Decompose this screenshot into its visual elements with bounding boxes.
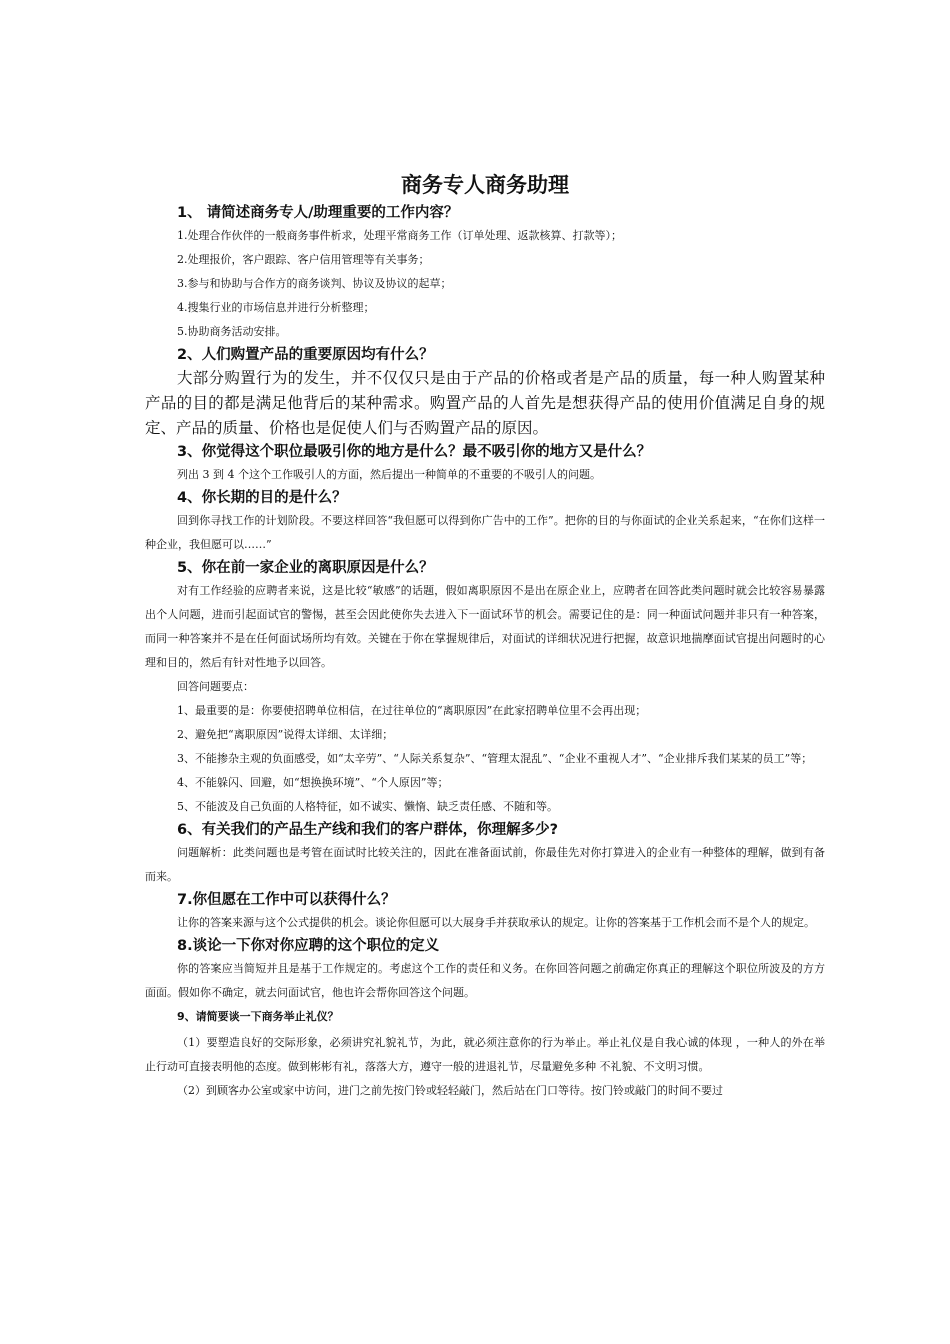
section-7-heading: 7.你但愿在工作中可以获得什么？ (177, 892, 396, 908)
section-9-paragraph-1: （1）要塑造良好的交际形象，必须讲究礼貌礼节，为此，就必须注意你的行为举止。举止礼仪是自我心诚的体现 ，一种人的外在举止行动可直接表明他的态度。做到彬彬有礼，落落大方，遵守一般的进退礼节，尽量避免多种 不礼貌、不文明习惯。 (145, 1036, 825, 1073)
section-1-item: 1.处理合作伙伴的一般商务事件析求，处理平常商务工作（订单处理、返款核算、打款等）； (177, 229, 622, 242)
document-title: 商务专人商务助理 (401, 173, 569, 197)
section-2-heading: 2、人们购置产品的重要原因均有什么？ (177, 347, 434, 363)
section-4-heading: 4、你长期的目的是什么？ (177, 490, 347, 506)
section-5-point: 5、不能波及自己负面的人格特征，如不诚实、懒惰、缺乏责任感、不随和等。 (177, 800, 558, 813)
section-5-point: 4、不能躲闪、回避，如“想换换环境”、“个人原因”等； (177, 776, 449, 789)
section-9-paragraph-2: （2）到顾客办公室或家中访问，进门之前先按门铃或轻轻敲门，然后站在门口等待。按门铃或敲门的时间不要过 (177, 1084, 723, 1097)
section-8-body: 你的答案应当简短并且是基于工作规定的。考虑这个工作的责任和义务。在你回答问题之前确定你真正的理解这个职位所波及的方方面面。假如你不确定，就去问面试官，他也许会帮你回答这个问题。 (145, 962, 825, 999)
section-1-item: 5.协助商务活动安排。 (177, 325, 287, 338)
section-3-body: 列出 3 到 4 个这个工作吸引人的方面，然后提出一种简单的不重要的不吸引人的问题。 (177, 468, 601, 481)
section-3-heading: 3、你觉得这个职位最吸引你的地方是什么？最不吸引你的地方又是什么？ (177, 444, 652, 460)
section-6-body: 问题解析：此类问题也是考管在面试时比较关注的，因此在准备面试前，你最佳先对你打算进入的企业有一种整体的理解，做到有备而来。 (145, 846, 825, 883)
section-5-heading: 5、你在前一家企业的离职原因是什么？ (177, 560, 434, 576)
section-1-item: 2.处理报价，客户跟踪、客户信用管理等有关事务； (177, 253, 430, 266)
section-4-body: 回到你寻找工作的计划阶段。不要这样回答“我但愿可以得到你广告中的工作”。把你的目的与你面试的企业关系起来，“在你们这样一种企业，我但愿可以……” (145, 514, 825, 551)
section-5-point: 3、不能掺杂主观的负面感受，如“太辛劳”、“人际关系复杂”、“管理太混乱”、“企业不重视人才”、“企业排斥我们某某的员工”等； (177, 752, 813, 765)
section-5-body: 对有工作经验的应聘者来说，这是比较“敏感”的话题，假如离职原因不是出在原企业上，应聘者在回答此类问题时就会比较容易暴露出个人问题，进而引起面试官的警惕，甚至会因此使你失去进入下一面试环节的机会。需要记住的是：同一种面试问题并非只有一种答案，而同一种答案并不是在任何面试场所均有效。关键在于你在掌握规律后，对面试的详细状况进行把握，故意识地揣摩面试官提出问题时的心理和目的，然后有针对性地予以回答。 (145, 584, 825, 669)
section-5-point: 2、避免把“离职原因”说得太详细、太详细； (177, 728, 394, 741)
section-5-point: 1、最重要的是：你要使招聘单位相信，在过往单位的“离职原因”在此家招聘单位里不会再出现； (177, 704, 647, 717)
section-1-heading: 1、 请简述商务专人/助理重要的工作内容？ (177, 205, 459, 221)
section-9-heading: 9、请简要谈一下商务举止礼仪？ (177, 1010, 339, 1023)
section-6-heading: 6、有关我们的产品生产线和我们的客户群体，你理解多少? (177, 822, 558, 838)
section-8-heading: 8.谈论一下你对你应聘的这个职位的定义 (177, 938, 440, 954)
document-page (145, 170, 825, 1103)
section-2-body: 大部分购置行为的发生，并不仅仅只是由于产品的价格或者是产品的质量，每一种人购置某种产品的目的都是满足他背后的某种需求。购置产品的人首先是想获得产品的使用价值满足自身的规定、产品的质量、价格也是促使人们与否购置产品的原因。 (145, 369, 825, 437)
section-7-body: 让你的答案来源与这个公式提供的机会。谈论你但愿可以大展身手并获取承认的规定。让你的答案基于工作机会而不是个人的规定。 (177, 916, 815, 929)
section-1-item: 4.搜集行业的市场信息并进行分析整理； (177, 301, 375, 314)
section-1-item: 3.参与和协助与合作方的商务谈判、协议及协议的起草； (177, 277, 452, 290)
section-5-points-label: 回答问题要点： (177, 680, 254, 693)
